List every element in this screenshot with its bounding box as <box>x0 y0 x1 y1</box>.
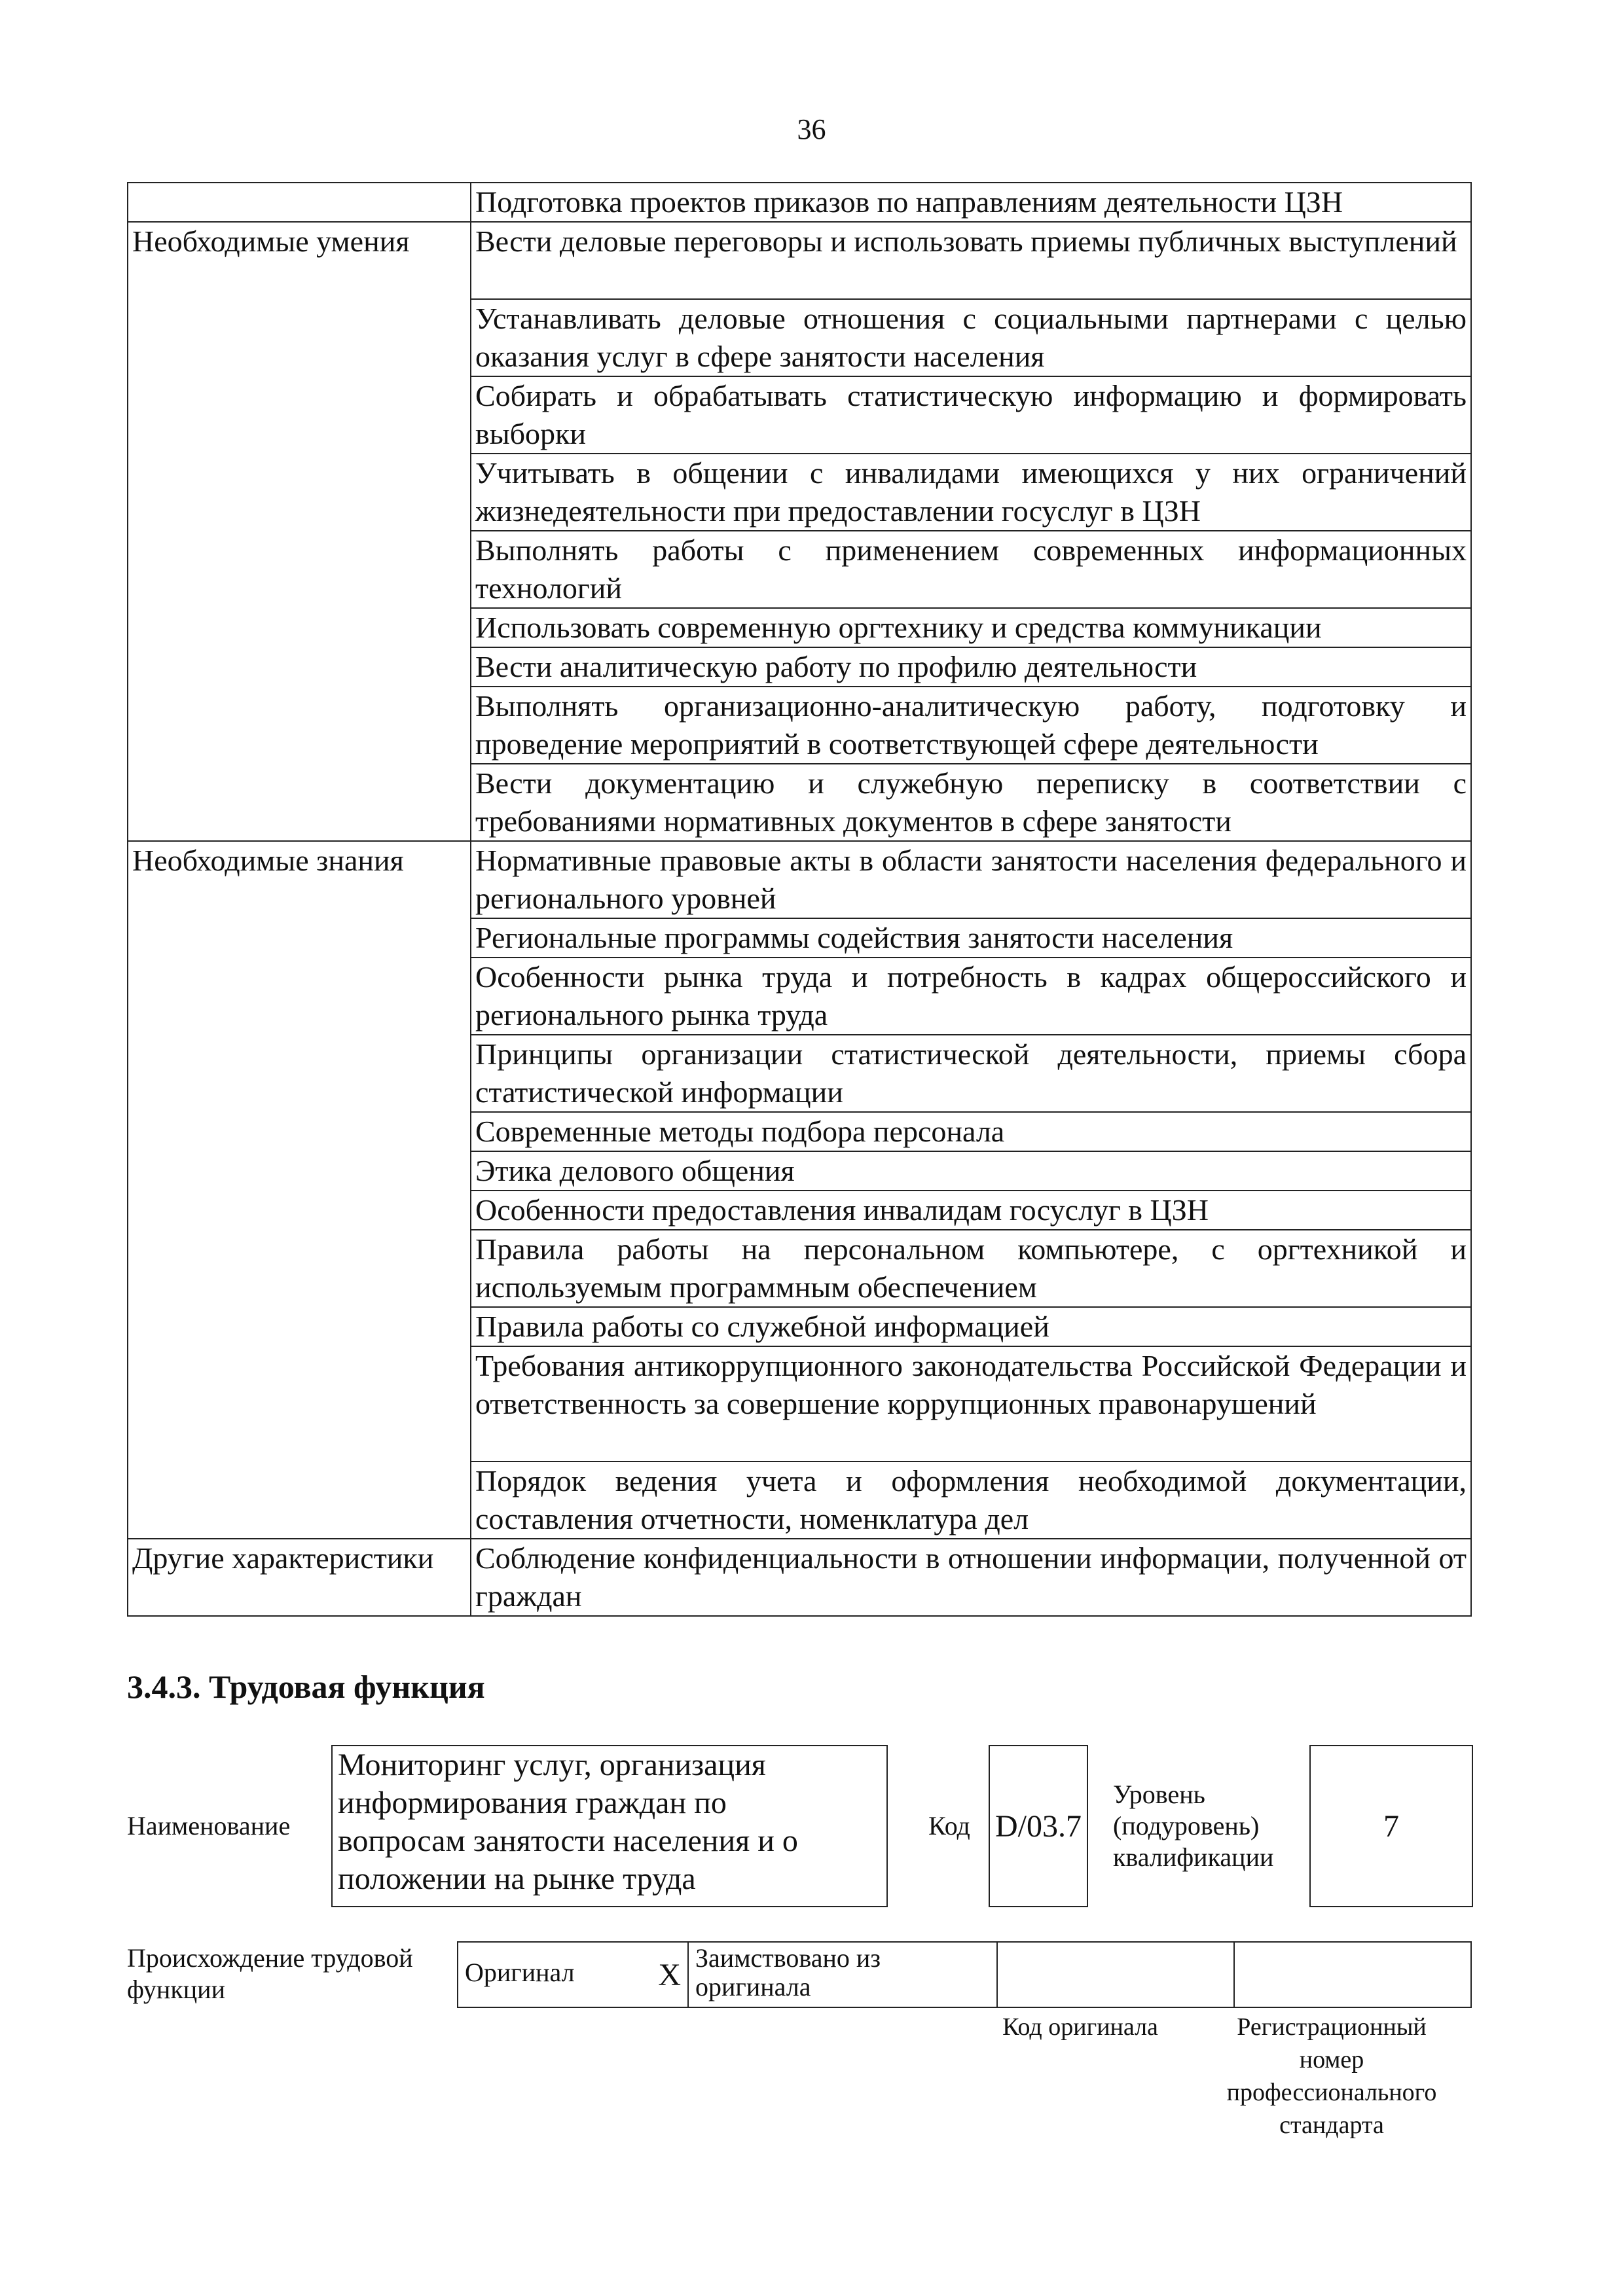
origin-label-line: Происхождение трудовой <box>127 1943 413 1973</box>
row-item: Подготовка проектов приказов по направлениям деятельности ЦЗН <box>471 183 1471 222</box>
level-label <box>1113 1779 1296 1873</box>
caption-line: Регистрационный <box>1237 2013 1427 2041</box>
level-value-box <box>1309 1745 1473 1907</box>
level-value: 7 <box>1383 1808 1399 1844</box>
caption-line: номер <box>1299 2046 1364 2073</box>
row-item: Вести документацию и служебную переписку в соответствии с требованиями нормативных документов в сфере занятости <box>471 764 1471 841</box>
original-mark: X <box>658 1957 681 1992</box>
row-item: Этика делового общения <box>471 1151 1471 1191</box>
borrowed-label-line: Заимствовано из <box>695 1943 881 1973</box>
origin-label <box>127 1943 413 2005</box>
function-name-line: положении на рынке труда <box>338 1861 696 1896</box>
row-item: Особенности рынка труда и потребность в кадрах общероссийского и регионального рынка труда <box>471 958 1471 1035</box>
original-label: Оригинал <box>465 1957 575 1987</box>
row-item: Собирать и обрабатывать статистическую информацию и формировать выборки <box>471 376 1471 454</box>
row-item: Использовать современную оргтехнику и средства коммуникации <box>471 608 1471 647</box>
row-item: Региональные программы содействия занятости населения <box>471 918 1471 958</box>
caption-registration-number <box>1192 2011 1472 2142</box>
original-cell <box>458 1942 688 2007</box>
row-item: Порядок ведения учета и оформления необходимой документации, составления отчетности, номенклатура дел <box>471 1462 1471 1539</box>
origin-label-line: функции <box>127 1975 225 2004</box>
row-item: Учитывать в общении с инвалидами имеющихся у них ограничений жизнедеятельности при предоставлении госуслуг в ЦЗН <box>471 454 1471 531</box>
caption-line: профессионального <box>1226 2079 1437 2106</box>
row-item: Принципы организации статистической деятельности, приемы сбора статистической информации <box>471 1035 1471 1112</box>
origin-table <box>457 1941 1472 2008</box>
caption-original-code: Код оригинала <box>1002 2013 1158 2041</box>
table-row <box>128 183 1471 222</box>
level-label-line: (подуровень) <box>1113 1811 1260 1840</box>
level-label-line: квалификации <box>1113 1842 1274 1872</box>
function-name-line: информирования граждан по <box>338 1785 727 1820</box>
row-category-knowledge: Необходимые знания <box>128 841 471 1539</box>
row-category <box>128 183 471 222</box>
registration-number-cell <box>1234 1942 1471 2007</box>
borrowed-label-line: оригинала <box>695 1972 811 2001</box>
function-name-line: вопросам занятости населения и о <box>338 1823 798 1858</box>
code-value: D/03.7 <box>995 1808 1082 1844</box>
code-label: Код <box>928 1811 970 1840</box>
row-item: Выполнять организационно-аналитическую работу, подготовку и проведение мероприятий в соответствующей сфере деятельности <box>471 687 1471 764</box>
row-item: Современные методы подбора персонала <box>471 1112 1471 1151</box>
row-item: Устанавливать деловые отношения с социальными партнерами с целью оказания услуг в сфере занятости населения <box>471 299 1471 376</box>
section-title: 3.4.3. Трудовая функция <box>127 1668 485 1705</box>
row-item: Нормативные правовые акты в области занятости населения федерального и регионального уровней <box>471 841 1471 918</box>
row-item: Выполнять работы с применением современных информационных технологий <box>471 531 1471 608</box>
level-label-line: Уровень <box>1113 1780 1205 1809</box>
row-category-skills: Необходимые умения <box>128 222 471 841</box>
function-name-box <box>331 1745 888 1907</box>
row-item: Правила работы со служебной информацией <box>471 1307 1471 1346</box>
row-category-other: Другие характеристики <box>128 1539 471 1616</box>
code-value-box <box>989 1745 1088 1907</box>
table-row <box>128 1539 1471 1616</box>
row-item: Вести деловые переговоры и использовать приемы публичных выступлений <box>471 222 1471 299</box>
row-item: Соблюдение конфиденциальности в отношении информации, полученной от граждан <box>471 1539 1471 1616</box>
table-row <box>458 1942 1471 2007</box>
borrowed-cell <box>688 1942 997 2007</box>
function-name-line: Мониторинг услуг, организация <box>338 1748 766 1782</box>
requirements-table <box>127 182 1472 1617</box>
row-item: Вести аналитическую работу по профилю деятельности <box>471 647 1471 687</box>
table-row <box>128 222 1471 299</box>
name-label: Наименование <box>127 1811 291 1840</box>
table-row <box>128 841 1471 918</box>
row-item: Особенности предоставления инвалидам госуслуг в ЦЗН <box>471 1191 1471 1230</box>
row-item: Требования антикоррупционного законодательства Российской Федерации и ответственность за совершение коррупционных правонарушений <box>471 1346 1471 1462</box>
row-item: Правила работы на персональном компьютере, с оргтехникой и используемым программным обеспечением <box>471 1230 1471 1307</box>
page-number: 36 <box>797 113 826 145</box>
original-code-cell <box>997 1942 1234 2007</box>
caption-line: стандарта <box>1279 2111 1384 2139</box>
